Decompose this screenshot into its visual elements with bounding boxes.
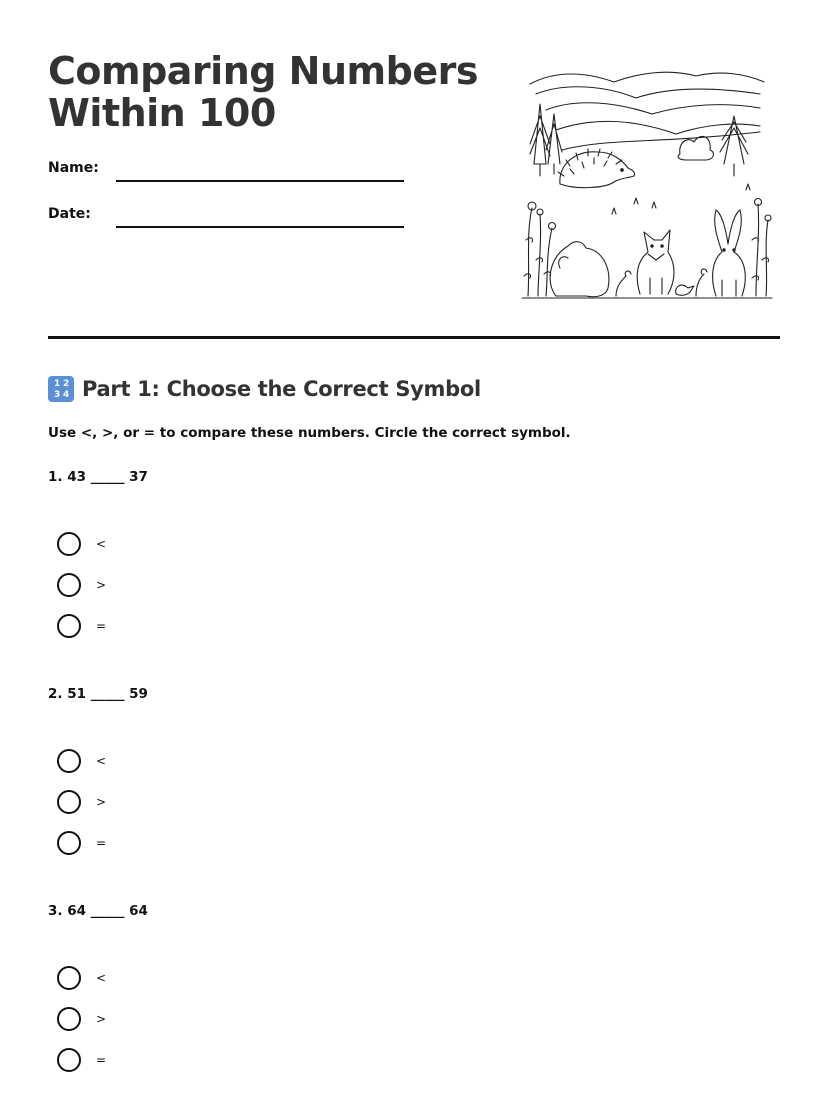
date-field[interactable]	[116, 226, 404, 228]
flower-stem	[528, 208, 552, 296]
radio-circle[interactable]	[57, 614, 81, 638]
option-label: <	[96, 971, 107, 985]
icon-digit: 4	[63, 390, 70, 400]
title-line-1: Comparing Numbers	[48, 49, 478, 93]
radio-circle[interactable]	[57, 573, 81, 597]
option-label: >	[96, 1012, 107, 1026]
bush-icon	[678, 136, 713, 160]
option-label: =	[96, 619, 107, 633]
rabbit-icon	[550, 242, 609, 297]
option-label: =	[96, 836, 107, 850]
input-numbers-icon	[48, 376, 74, 402]
radio-circle[interactable]	[57, 790, 81, 814]
part1-heading	[48, 374, 481, 404]
q2-option-greater[interactable]	[57, 790, 106, 814]
question-1: 1. 43 _____ 37	[48, 469, 148, 485]
radio-circle[interactable]	[57, 966, 81, 990]
name-label: Name:	[48, 160, 99, 176]
name-field[interactable]	[116, 180, 404, 182]
question-2: 2. 51 _____ 59	[48, 686, 148, 702]
flower-stem	[756, 204, 768, 296]
rabbit-icon	[713, 210, 746, 296]
q2-option-equal[interactable]	[57, 831, 106, 855]
hill-line	[530, 72, 764, 84]
option-label: =	[96, 1053, 107, 1067]
fox-icon	[637, 230, 674, 294]
radio-circle[interactable]	[57, 1007, 81, 1031]
radio-circle[interactable]	[57, 532, 81, 556]
option-label: <	[96, 537, 107, 551]
option-label: >	[96, 578, 107, 592]
q2-option-less[interactable]	[57, 749, 106, 773]
icon-digit: 2	[63, 379, 70, 389]
tree-icon	[720, 116, 748, 164]
q3-option-greater[interactable]	[57, 1007, 106, 1031]
option-label: <	[96, 754, 107, 768]
radio-circle[interactable]	[57, 831, 81, 855]
option-label: >	[96, 795, 107, 809]
q1-option-less[interactable]	[57, 532, 106, 556]
date-label: Date:	[48, 206, 91, 222]
q3-option-equal[interactable]	[57, 1048, 106, 1072]
q1-option-greater[interactable]	[57, 573, 106, 597]
tree-icon	[530, 104, 550, 164]
q3-option-less[interactable]	[57, 966, 106, 990]
title-line-2: Within 100	[48, 91, 276, 135]
woodland-animals-illustration	[516, 64, 778, 306]
icon-digit: 1	[54, 379, 61, 389]
bird-icon	[676, 285, 694, 295]
worksheet-title	[48, 50, 488, 134]
section-divider	[48, 336, 780, 339]
hill-line	[556, 121, 760, 134]
instructions-text: Use <, >, or = to compare these numbers. Circle the correct symbol.	[48, 425, 571, 441]
hill-line	[546, 103, 760, 114]
question-3: 3. 64 _____ 64	[48, 903, 148, 919]
radio-circle[interactable]	[57, 1048, 81, 1072]
q1-option-equal[interactable]	[57, 614, 106, 638]
part1-title: Part 1: Choose the Correct Symbol	[82, 377, 481, 401]
hill-line	[536, 87, 760, 98]
radio-circle[interactable]	[57, 749, 81, 773]
icon-digit: 3	[54, 390, 61, 400]
